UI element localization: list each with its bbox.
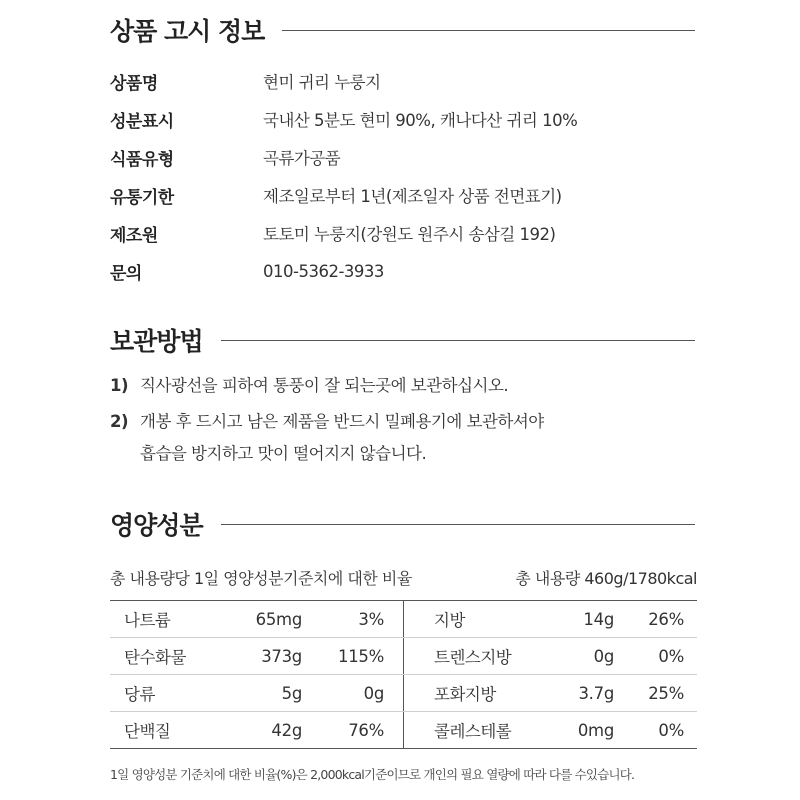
info-value: 010-5362-3933 <box>263 261 384 281</box>
nutrient-name: 트렌스지방 <box>434 648 512 667</box>
nutrient-percent: 0% <box>658 646 684 666</box>
nutrient-name: 단백질 <box>124 722 171 741</box>
nutrient-cell <box>110 638 404 674</box>
table-row <box>110 674 697 711</box>
nutrient-name: 지방 <box>434 611 465 630</box>
nutrient-cell <box>404 601 697 637</box>
info-label: 문의 <box>110 263 142 284</box>
nutrient-amount: 14g <box>583 609 614 629</box>
section-divider <box>221 340 695 341</box>
storage-item <box>110 370 710 402</box>
info-value: 곡류가공품 <box>263 149 341 168</box>
table-row <box>110 637 697 674</box>
storage-item-number: 2) <box>110 412 129 431</box>
table-row <box>110 601 697 637</box>
nutrient-cell <box>404 675 697 711</box>
info-row-expiry <box>110 176 710 214</box>
info-row-food-type <box>110 138 710 176</box>
section-divider <box>221 524 695 525</box>
nutrition-footnote: 1일 영양성분 기준치에 대한 비율(%)은 2,000kcal기준이므로 개인의 필요 열량에 따라 다를 수있습니다. <box>110 767 635 782</box>
nutrient-name: 나트륨 <box>124 611 171 630</box>
info-row-manufacturer <box>110 214 710 252</box>
storage-item-text: 흡습을 방지하고 맛이 떨어지지 않습니다. <box>140 444 427 463</box>
info-value: 토토미 누룽지(강원도 원주시 송삼길 192) <box>263 225 556 244</box>
nutrient-percent: 76% <box>348 720 384 740</box>
storage-list <box>110 370 710 470</box>
storage-item-text: 직사광선을 피하여 통풍이 잘 되는곳에 보관하십시오. <box>140 376 509 395</box>
info-label: 성분표시 <box>110 111 174 132</box>
info-value: 국내산 5분도 현미 90%, 캐나다산 귀리 10% <box>263 111 578 130</box>
nutrient-name: 포화지방 <box>434 685 496 704</box>
storage-title: 보관방법 <box>110 327 203 356</box>
nutrient-percent: 0% <box>658 720 684 740</box>
nutrition-title: 영양성분 <box>110 511 203 540</box>
nutrition-table <box>110 600 697 749</box>
nutrient-cell <box>404 638 697 674</box>
info-row-contact <box>110 252 710 290</box>
info-row-product-name <box>110 62 710 100</box>
section-divider <box>282 30 695 31</box>
nutrient-percent: 0g <box>363 683 384 703</box>
nutrient-name: 탄수화물 <box>124 648 186 667</box>
nutrient-amount: 373g <box>261 646 302 666</box>
nutrition-caption-left: 총 내용량당 1일 영양성분기준치에 대한 비율 <box>110 569 412 588</box>
info-label: 상품명 <box>110 73 158 94</box>
nutrient-amount: 65mg <box>255 609 302 629</box>
info-label: 유통기한 <box>110 187 174 208</box>
product-info-table <box>110 62 710 290</box>
nutrient-percent: 25% <box>648 683 684 703</box>
nutrient-amount: 0mg <box>577 720 614 740</box>
nutrient-amount: 3.7g <box>578 683 614 703</box>
nutrient-percent: 3% <box>358 609 384 629</box>
storage-item <box>110 406 710 470</box>
info-row-ingredients <box>110 100 710 138</box>
info-value: 현미 귀리 누룽지 <box>263 73 381 92</box>
nutrient-percent: 115% <box>338 646 384 666</box>
nutrient-cell <box>404 712 697 748</box>
storage-item-number: 1) <box>110 376 129 395</box>
nutrient-amount: 5g <box>281 683 302 703</box>
nutrition-header <box>110 506 695 542</box>
nutrient-cell <box>110 601 404 637</box>
storage-header <box>110 322 695 358</box>
nutrient-cell <box>110 675 404 711</box>
nutrient-percent: 26% <box>648 609 684 629</box>
table-row <box>110 711 697 748</box>
storage-item-text: 개봉 후 드시고 남은 제품을 반드시 밀폐용기에 보관하셔야 <box>140 412 544 431</box>
info-value: 제조일로부터 1년(제조일자 상품 전면표기) <box>263 187 562 206</box>
nutrient-name: 콜레스테롤 <box>434 722 512 741</box>
nutrition-total-amount: 총 내용량 460g/1780kcal <box>515 569 697 588</box>
product-info-title: 상품 고시 정보 <box>110 17 265 46</box>
nutrient-amount: 42g <box>271 720 302 740</box>
info-label: 식품유형 <box>110 149 174 170</box>
nutrition-caption <box>110 566 697 589</box>
nutrient-name: 당류 <box>124 685 155 704</box>
nutrient-amount: 0g <box>593 646 614 666</box>
nutrient-cell <box>110 712 404 748</box>
product-info-header <box>110 12 695 48</box>
info-label: 제조원 <box>110 225 158 246</box>
